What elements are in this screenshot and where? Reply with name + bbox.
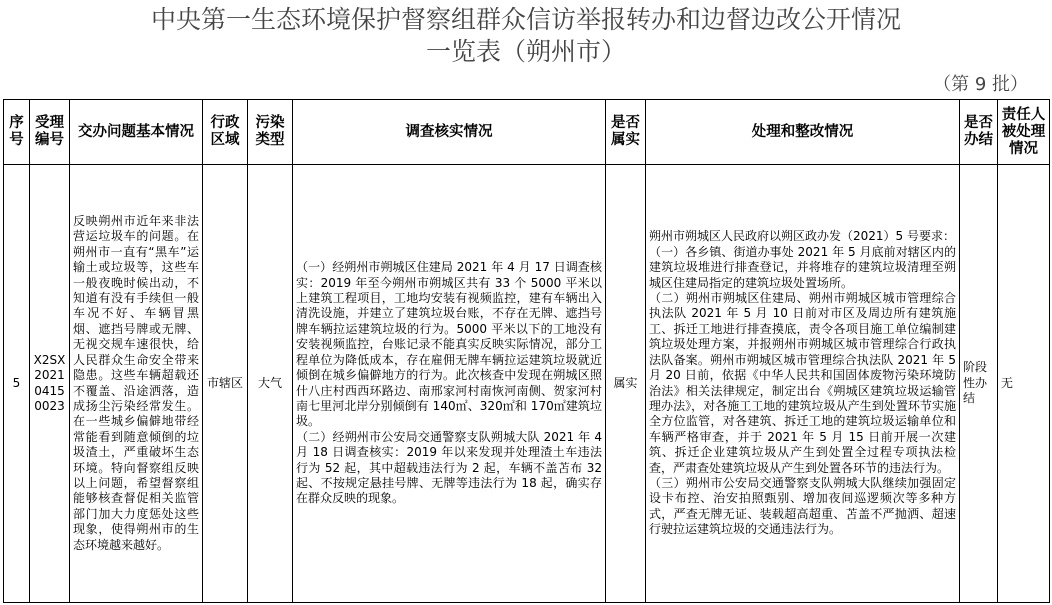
investigation-paragraph-1: （一）经朔州市朔城区住建局 2021 年 4 月 17 日调查核实：2019 年至今朔州市朔城区共有 33 个 5000 平米以上建筑工程项目，工地均安装有视频监控，建有车辆出入清洗设施，并建立了建筑垃圾台账，不存在无牌、遮挡号牌车辆拉运建筑垃圾的行为。5000 平米以下的工地没有安装视频监控，台账记录不能真实反映实际情况，部分工程单位为降低成本，存在雇佣无牌车辆拉运建筑垃圾就近倾倒在城乡偏僻地方的行为。此次核查中发现在朔城区照什八庄村西西环路边、南邢家河村南恢河南侧、贺家河村南七里河北岸分别倾倒有 140㎡、320㎡和 170㎡建筑垃圾。 [296,260,602,429]
cell-handling [646,165,960,603]
header-closed: 是否办结 [960,100,998,165]
handling-paragraph-0: 朔州市朔城区人民政府以朔区政办发（2021）5 号要求： [649,229,955,244]
batch-label: （第 9 批） [933,74,1028,95]
header-row [4,100,1050,165]
table-row [4,165,1050,603]
report-table [3,99,1050,603]
title-line-2: 一览表（朔州市） [425,37,626,66]
header-is-true: 是否属实 [606,100,646,165]
cell-accountability: 无 [998,165,1050,603]
header-receipt: 受理编号 [30,100,70,165]
header-accountability: 责任人被处理情况 [998,100,1050,165]
cell-seq: 5 [4,165,30,603]
header-investigation: 调查核实情况 [293,100,606,165]
page-title [0,4,1052,68]
cell-closed: 阶段性办结 [960,165,998,603]
header-pollution: 污染类型 [248,100,293,165]
handling-paragraph-1: （一）各乡镇、街道办事处 2021 年 5 月底前对辖区内的建筑垃圾堆进行排查登记，并将堆存的建筑垃圾清理至朔城区住建局指定的建筑垃圾处置场所。 [649,244,956,290]
cell-investigation [293,165,606,603]
investigation-paragraph-2: （二）经朔州市公安局交通警察支队朔城大队 2021 年 4 月 18 日调查核实：2019 年以来发现并处理渣土车违法行为 52 起，其中超载违法行为 2 起，车辆不盖苫布 32 起、不按规定悬挂号牌、无牌等违法行为 18 起，确实存在群众反映的现象。 [296,429,602,506]
handling-paragraph-2: （二）朔州市朔城区住建局、朔州市朔城区城市管理综合执法队 2021 年 5 月 10 日前对市区及周边所有建筑施工、拆迁工地进行排查摸底，责令各项目施工单位编制建筑垃圾处理方案，并报朔州市朔城区城市管理综合行政执法队备案。朔州市朔城区城市管理综合执法队 2021 年 5 月 20 日前，依据《中华人民共和国固体废物污染环境防治法》相关法律规定，制定出台《朔城区建筑垃圾运输管理办法》，对各施工工地的建筑垃圾从产生到处置环节实施全方位监管，对各建筑、拆迁工地的建筑垃圾运输单位和车辆严格审查，并于 2021 年 5 月 15 日前开展一次建筑、拆迁企业建筑垃圾从产生到处置全过程专项执法检查，严肃查处建筑垃圾从产生到处置各环节的违法行为。 [649,291,956,475]
header-region: 行政区域 [203,100,248,165]
cell-region: 市辖区 [203,165,248,603]
header-issue: 交办问题基本情况 [70,100,203,165]
header-seq: 序号 [4,100,30,165]
cell-is-true: 属实 [606,165,646,603]
cell-receipt: X2SX202104150023 [30,165,70,603]
title-line-1: 中央第一生态环境保护督察组群众信访举报转办和边督边改公开情况 [150,5,901,34]
header-handling: 处理和整改情况 [646,100,960,165]
handling-paragraph-3: （三）朔州市公安局交通警察支队朔城大队继续加强固定设卡布控、治安拍照甄别、增加夜间巡逻频次等多种方式，严查无牌无证、装载超高超重、苫盖不严抛洒、超速行驶拉运建筑垃圾的交通违法行为。 [649,475,956,537]
cell-issue: 反映朔州市近年来非法营运垃圾车的问题。在朔州市一直有“黑车”运输土或垃圾等，这些车一般夜晚时候出动，不知道有没有手续但一般车况不好、车辆冒黑烟、遮挡号牌或无牌、无视交规车速很快，给人民群众生命安全带来隐患。这些车辆超载还不覆盖、沿途洒落，造成扬尘污染经常发生。在一些城乡偏僻地带经常能看到随意倾倒的垃圾渣土，严重破坏生态环境。特向督察组反映以上问题，希望督察组能够核查督促相关监管部门加大力度惩处这些现象，使得朔州市的生态环境越来越好。 [70,165,203,603]
cell-pollution: 大气 [248,165,293,603]
